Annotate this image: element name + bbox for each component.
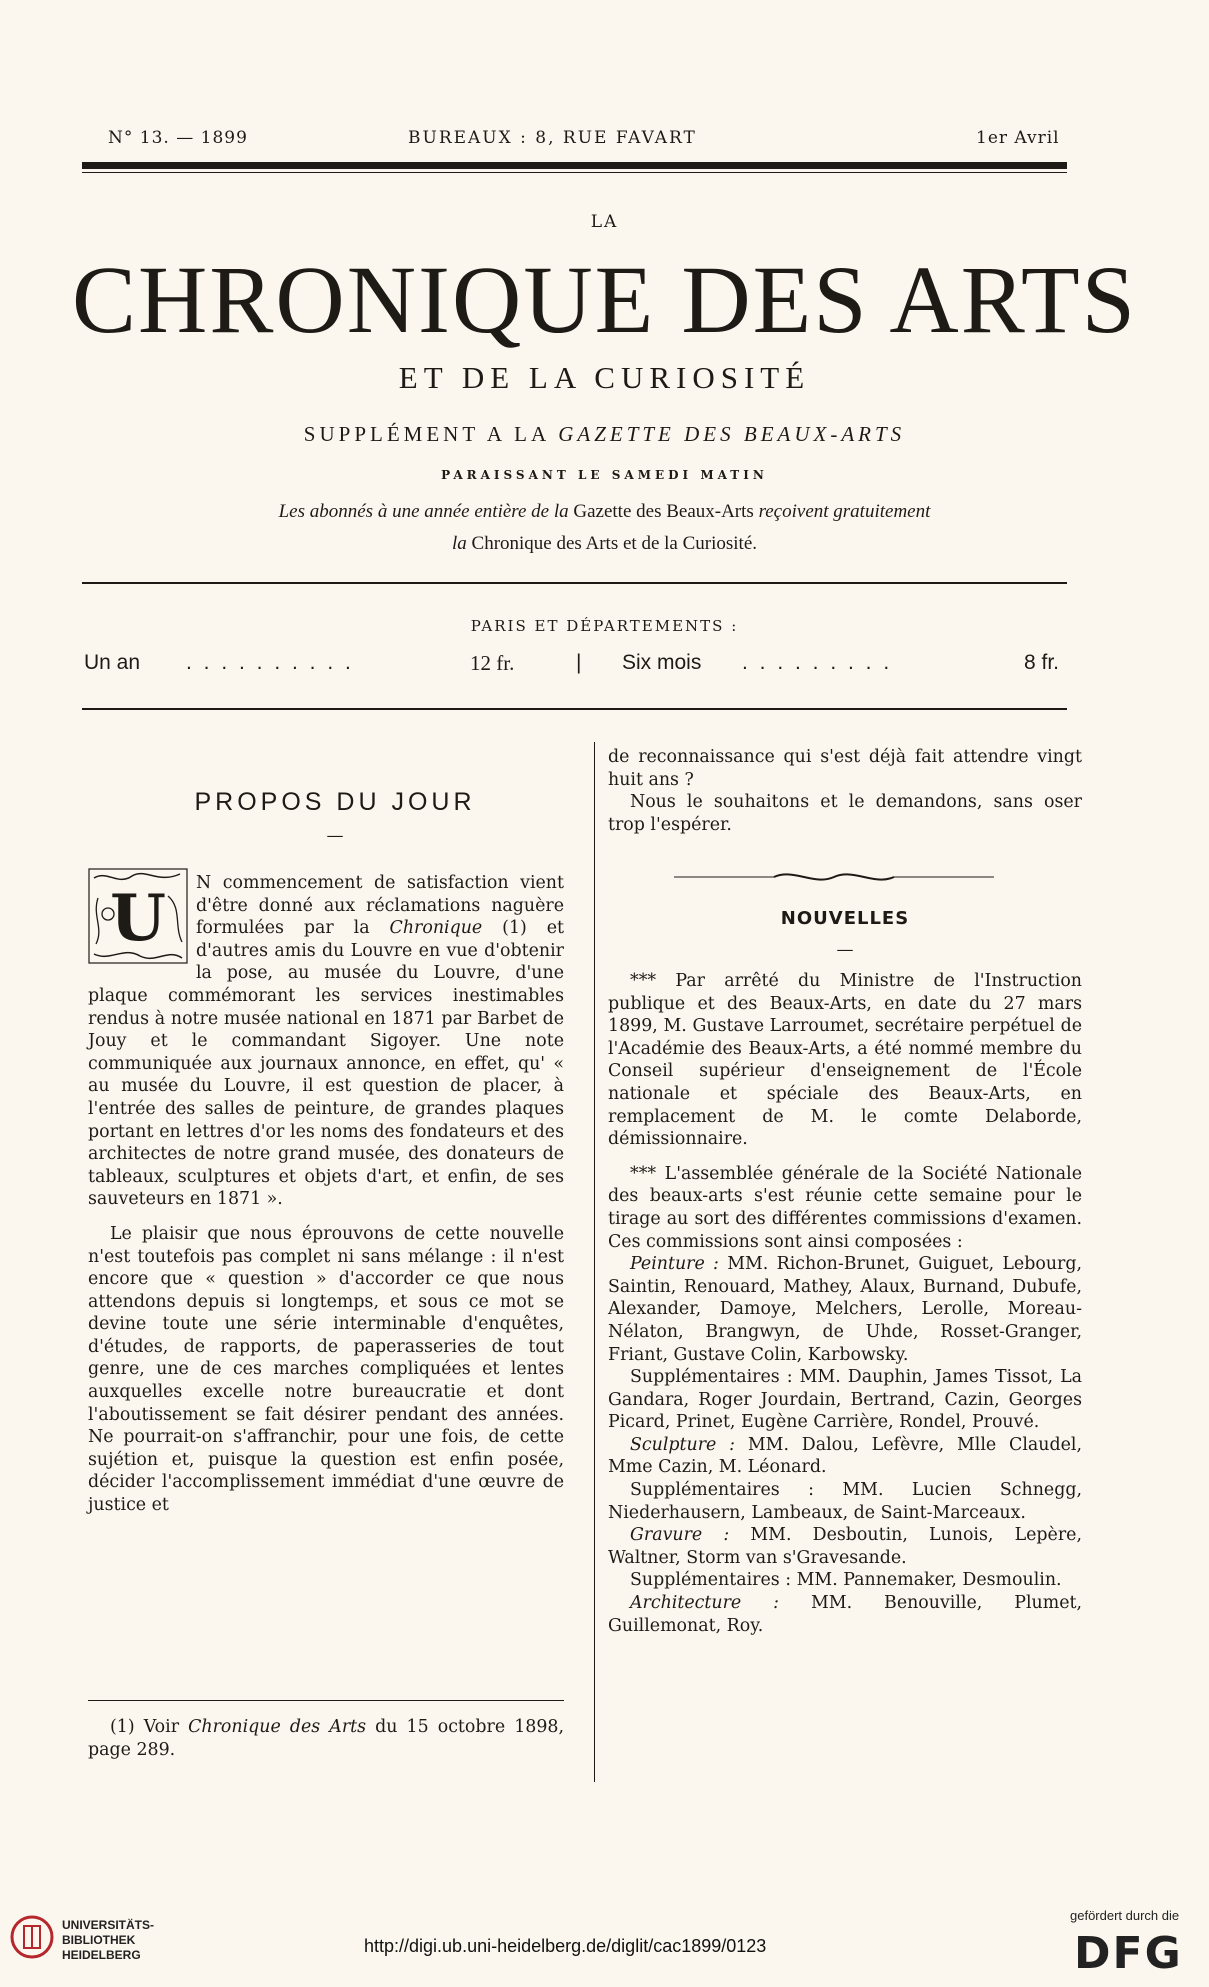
notice-roman-b: Chronique des Arts et de la Curiosité. bbox=[471, 533, 757, 554]
masthead-rule bbox=[82, 582, 1067, 584]
notice-italic-b: reçoivent gratuitement bbox=[758, 501, 931, 522]
library-line1: UNIVERSITÄTS- bbox=[62, 1918, 155, 1932]
header-rule bbox=[82, 162, 1067, 169]
subscriber-notice-line2 bbox=[0, 528, 1209, 560]
column-divider bbox=[594, 742, 595, 1782]
propos-para1-rest: (1) et d'autres amis du Louvre en vue d'obtenir la pose, au musée du Louvre, d'une plaque commémorant les services inestimables rendus à notre musée national en 1871 par Barbet de Jouy et le commandant Sigoyer. Une note communiquée aux journaux annonce, en effet, qu' « au musée du Louvre, il est question de placer, à l'entrée des salles de peinture, de grandes plaques portant en lettres d'or les noms des fondateurs et des architectes de notre grand musée, des donateurs de tableaux, sculptures et objets d'art, et enfin, de ses sauveteurs en 1871 ». bbox=[88, 918, 565, 1210]
propos-para2: Le plaisir que nous éprouvons de cette nouvelle n'est toutefois pas complet ni sans mélange : il n'est encore que « question » d'accorder ce que nous attendons depuis si longtemps, et sous ce mot se devine toute une série interminable d'enquêtes, d'études, de rapports, de paperasseries de tout genre, une de ces marches compliquées et lentes auxquelles excelle notre bureaucratie et dont l'aboutissement se fait désirer pendant des années. Ne pourrait-on s'affranchir, pour une fois, de cette sujétion et, puisque la question est enfin posée, décider l'accomplissement immédiat d'une œuvre de justice et bbox=[88, 1223, 564, 1516]
footnote-rule bbox=[88, 1700, 564, 1701]
news1-text: Par arrêté du Ministre de l'Instruction publique et des Beaux-Arts, en date du 27 mars 1899, M. Gustave Larroumet, secrétaire perpétuel de l'Académie des Beaux-Arts, a été nommé membre du Conseil supérieur d'enseignement de l'École nationale et spéciale des Beaux-Arts, en remplacement de M. le comte Delaborde, démissionnaire. bbox=[608, 971, 1083, 1150]
masthead-subtitle: ET DE LA CURIOSITÉ bbox=[398, 360, 811, 395]
propos-para1-chronique: Chronique bbox=[389, 918, 483, 939]
notice-italic-c: la bbox=[451, 533, 467, 554]
notice-roman-a: Gazette des Beaux-Arts bbox=[573, 501, 754, 522]
footnote bbox=[88, 1716, 564, 1761]
ornamental-dropcap-icon bbox=[88, 868, 188, 964]
library-line2: BIBLIOTHEK bbox=[62, 1933, 136, 1947]
supplement-gazette: GAZETTE DES BEAUX-ARTS bbox=[558, 422, 906, 446]
supplement-line bbox=[0, 422, 1209, 447]
price-year-value: 12 fr. bbox=[470, 651, 515, 675]
price-year-label: Un an bbox=[84, 651, 141, 674]
university-seal-icon bbox=[10, 1912, 54, 1962]
nouvelles-dash: — bbox=[836, 940, 854, 960]
library-line3: HEIDELBERG bbox=[62, 1948, 141, 1962]
masthead-title: CHRONIQUE DES ARTS bbox=[72, 246, 1137, 353]
closing-text: Nous le souhaitons et le demandons, sans oser trop l'espérer. bbox=[608, 792, 1082, 835]
source-url[interactable]: http://digi.ub.uni-heidelberg.de/diglit/cac1899/0123 bbox=[364, 1936, 767, 1956]
price-half-value: 8 fr. bbox=[1024, 651, 1060, 674]
header-rule-thin bbox=[82, 172, 1067, 173]
propos-continuation bbox=[608, 746, 1082, 836]
gravure-list: MM. Desboutin, Lunois, Lepère, Waltner, Storm van s'Gravesande. bbox=[608, 1525, 1082, 1568]
propos-para1-lead: N commencement de satisfaction vient d'être donné aux réclamations naguère formulées par la bbox=[196, 873, 564, 939]
price-year-dots: . . . . . . . . . . bbox=[186, 651, 354, 674]
dropcap-letter: U bbox=[110, 881, 166, 956]
news2-stars: *** bbox=[630, 1163, 657, 1184]
subscription-rule bbox=[82, 708, 1067, 710]
nouvelles-body bbox=[608, 970, 1082, 1637]
office-address: BUREAUX : 8, RUE FAVART bbox=[408, 128, 697, 148]
ornamental-divider-icon bbox=[674, 868, 994, 886]
dfg-logo: DFG bbox=[1074, 1928, 1183, 1979]
news2-text: L'assemblée générale de la Société Nationale des beaux-arts s'est réunie cette semaine pour le tirage au sort des différentes commissions d'examen. Ces commissions sont ainsi composées : bbox=[608, 1163, 1083, 1252]
issue-number: N° 13. — 1899 bbox=[108, 128, 248, 148]
footnote-rest: du 15 octobre 1898, page 289. bbox=[88, 1717, 564, 1760]
propos-article bbox=[88, 872, 564, 1517]
sculpture-label: Sculpture : bbox=[630, 1434, 736, 1455]
continuation-text: de reconnaissance qui s'est déjà fait attendre vingt huit ans ? bbox=[608, 747, 1082, 790]
subscriber-notice-line1 bbox=[0, 496, 1209, 528]
nouvelles-title: NOUVELLES bbox=[780, 908, 910, 929]
gravure-supplementaires: Supplémentaires : MM. Pannemaker, Desmoulin. bbox=[630, 1570, 1062, 1591]
news1-stars: *** bbox=[630, 971, 657, 991]
library-name bbox=[62, 1918, 154, 1963]
footnote-prefix: (1) Voir bbox=[110, 1717, 180, 1737]
propos-dash: — bbox=[326, 826, 344, 846]
peinture-list: MM. Richon-Brunet, Guiguet, Lebourg, Saintin, Renouard, Mathey, Alaux, Burnand, Dubufe, Alexander, Damoye, Melchers, Lerolle, Moreau-Nélaton, Brangwyn, de Uhde, Rosset-Granger, Friant, Gustave Colin, Karbowsky. bbox=[608, 1254, 1083, 1365]
issue-date: 1er Avril bbox=[976, 128, 1060, 148]
peinture-label: Peinture : bbox=[630, 1254, 719, 1275]
funded-by: gefördert durch die bbox=[1070, 1908, 1180, 1923]
price-half-dots: . . . . . . . . . bbox=[742, 651, 893, 674]
schedule-line: PARAISSANT LE SAMEDI MATIN bbox=[441, 468, 768, 482]
architecture-label: Architecture : bbox=[630, 1593, 779, 1614]
peinture-supplementaires: Supplémentaires : MM. Dauphin, James Tissot, La Gandara, Roger Jourdain, Bertrand, Cazin, Georges Picard, Prinet, Eugène Carrière, Rondel, Prouvé. bbox=[608, 1367, 1082, 1433]
sculpture-list: MM. Dalou, Lefèvre, Mlle Claudel, Mme Cazin, M. Léonard. bbox=[608, 1434, 1082, 1478]
propos-du-jour-title: PROPOS DU JOUR bbox=[194, 788, 476, 816]
price-half-label: Six mois bbox=[622, 651, 702, 674]
gravure-label: Gravure : bbox=[630, 1525, 730, 1546]
notice-italic-a: Les abonnés à une année entière de la bbox=[278, 501, 569, 522]
masthead-la: LA bbox=[590, 212, 619, 232]
architecture-list: MM. Benouville, Plumet, Guillemonat, Roy. bbox=[608, 1593, 1083, 1636]
sculpture-supplementaires: Supplémentaires : MM. Lucien Schnegg, Niederhausern, Lambeaux, de Saint-Marceaux. bbox=[608, 1480, 1082, 1523]
footnote-journal: Chronique des Arts bbox=[188, 1717, 367, 1737]
subscription-heading: PARIS ET DÉPARTEMENTS : bbox=[470, 617, 739, 635]
price-separator: | bbox=[576, 651, 582, 674]
supplement-prefix: SUPPLÉMENT A LA bbox=[303, 422, 549, 446]
